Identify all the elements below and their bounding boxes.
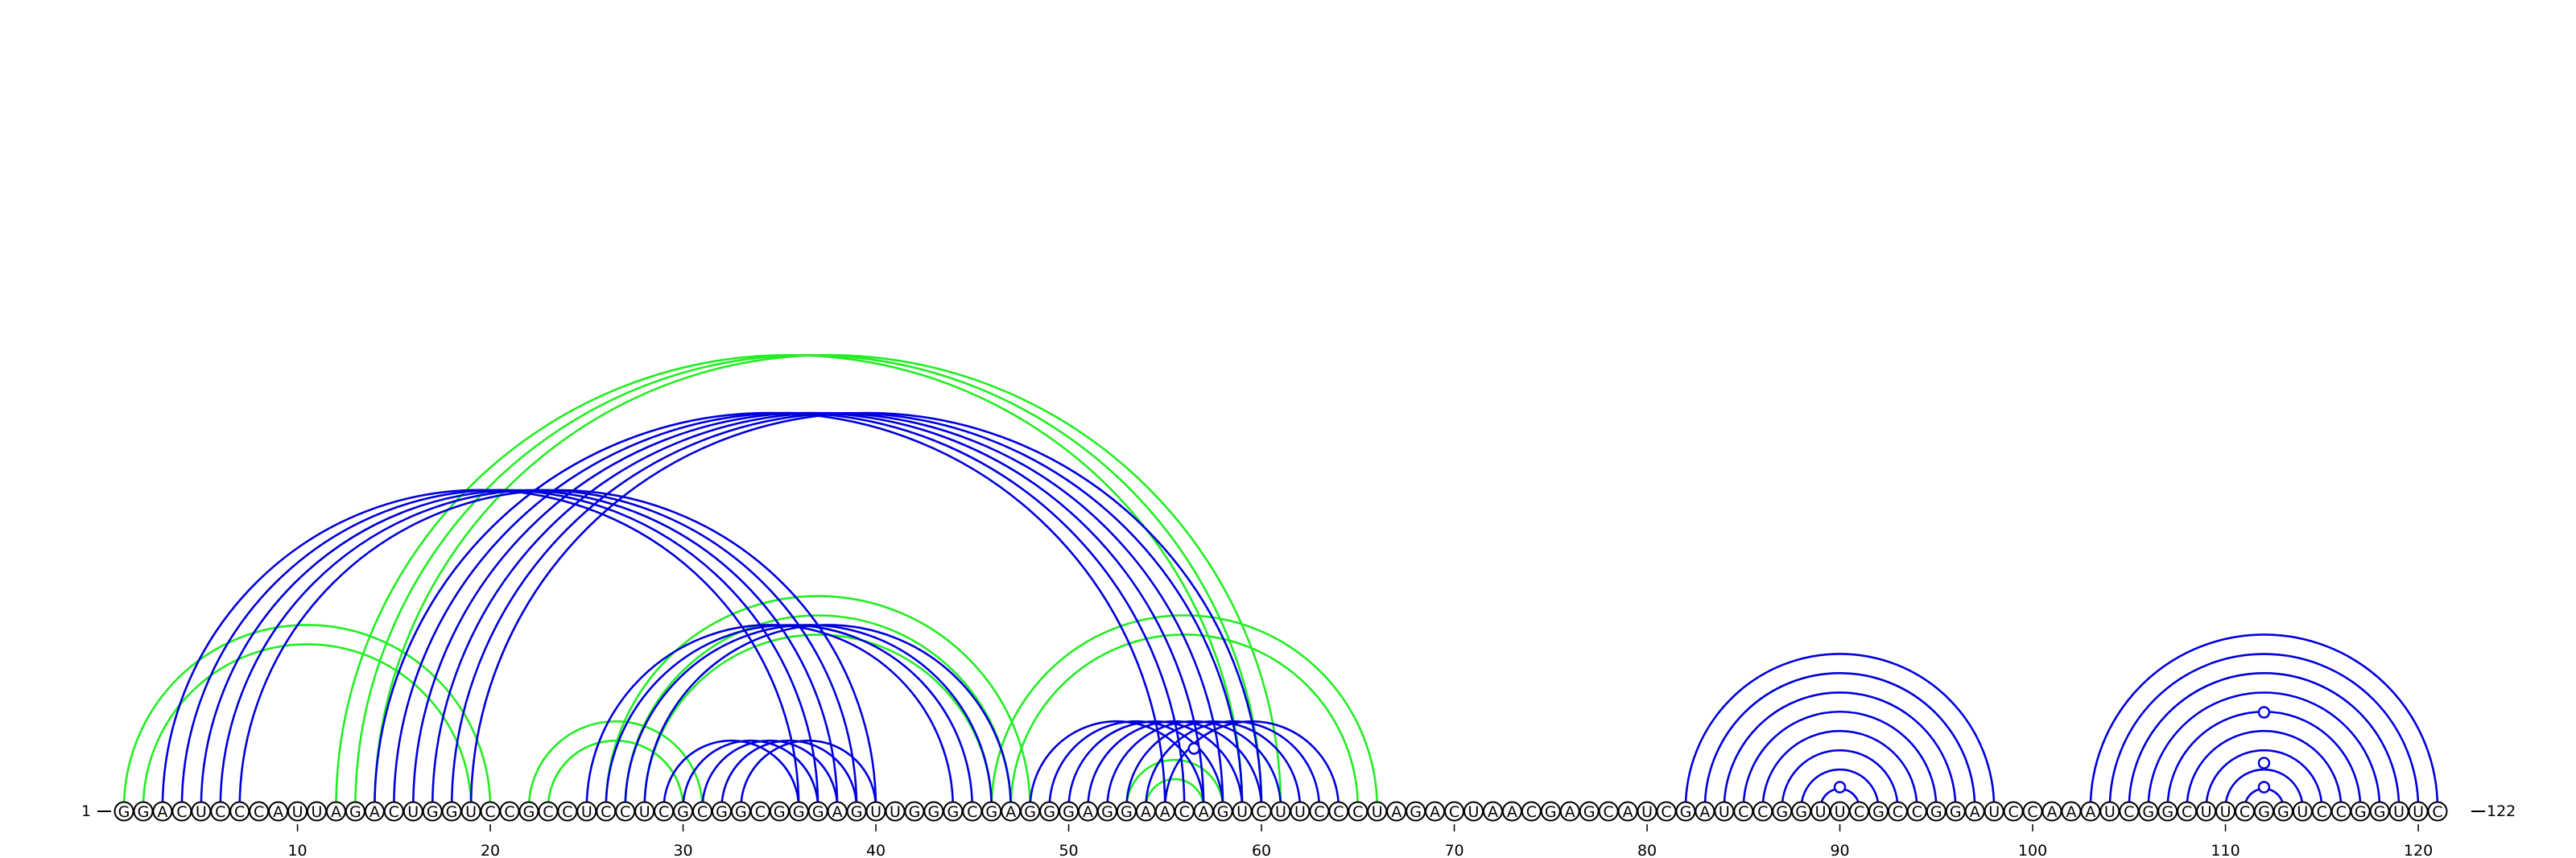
- nucleotide-letter-58: G: [1216, 803, 1229, 821]
- nucleotide-87: [1773, 802, 1791, 822]
- nucleotide-letter-44: G: [947, 803, 960, 821]
- nucleotide-111: [2235, 802, 2254, 822]
- nucleotide-98: [1985, 802, 2004, 822]
- nucleotide-letter-98: U: [1988, 803, 2000, 821]
- nucleotide-38: [828, 802, 847, 822]
- nucleotide-37: [809, 802, 828, 822]
- nucleotide-letter-107: G: [2161, 803, 2174, 821]
- nucleotide-letter-114: U: [2297, 803, 2309, 821]
- tick-label-10: 10: [287, 842, 308, 858]
- nucleotide-letter-104: U: [2103, 803, 2116, 821]
- nucleotide-letter-32: G: [716, 803, 728, 821]
- nucleotide-69: [1426, 802, 1444, 822]
- tick-label-20: 20: [480, 842, 501, 858]
- nucleotide-letter-69: A: [1430, 803, 1441, 821]
- nucleotide-60: [1253, 802, 1271, 822]
- nucleotide-4: [172, 802, 191, 822]
- nucleotide-23: [539, 802, 557, 822]
- pair-marker-1: [1189, 744, 1199, 754]
- nucleotide-letter-85: C: [1738, 803, 1749, 821]
- nucleotide-41: [886, 802, 905, 822]
- nucleotide-106: [2139, 802, 2157, 822]
- nucleotide-26: [597, 802, 615, 822]
- nucleotide-75: [1542, 802, 1560, 822]
- nucleotide-letter-57: A: [1198, 803, 1209, 821]
- nucleotide-115: [2313, 802, 2331, 822]
- nucleotide-64: [1329, 802, 1348, 822]
- nucleotide-letter-59: U: [1236, 803, 1249, 821]
- nucleotide-letter-77: G: [1583, 803, 1596, 821]
- nucleotide-letter-110: U: [2219, 803, 2231, 821]
- nucleotide-11: [308, 802, 326, 822]
- nucleotide-letter-81: C: [1661, 803, 1672, 821]
- nucleotide-letter-18: G: [445, 803, 458, 821]
- nucleotide-letter-26: C: [601, 803, 612, 821]
- nucleotide-letter-87: G: [1776, 803, 1789, 821]
- pair-markers: [1189, 707, 2269, 793]
- nucleotide-85: [1734, 802, 1752, 822]
- nucleotide-letter-54: A: [1140, 803, 1151, 821]
- nucleotide-letter-42: G: [908, 803, 921, 821]
- blue-arc-85-95: [1744, 712, 1937, 808]
- nucleotide-letter-68: G: [1410, 803, 1422, 821]
- nucleotide-63: [1310, 802, 1328, 822]
- nucleotide-103: [2081, 802, 2099, 822]
- nucleotide-letter-40: U: [870, 803, 882, 821]
- nucleotide-36: [790, 802, 808, 822]
- nucleotide-letter-4: C: [176, 803, 188, 821]
- nucleotide-33: [732, 802, 750, 822]
- nucleotide-letter-92: G: [1872, 803, 1885, 821]
- nucleotide-121: [2429, 802, 2447, 822]
- nucleotide-letter-90: U: [1834, 803, 1846, 821]
- nucleotide-42: [905, 802, 923, 822]
- nucleotide-93: [1889, 802, 1907, 822]
- nucleotide-letter-49: G: [1043, 803, 1055, 821]
- nucleotide-99: [2004, 802, 2023, 822]
- nucleotide-letter-41: U: [890, 803, 901, 821]
- end-label: 122: [2487, 802, 2516, 820]
- nucleotide-letter-50: G: [1063, 803, 1075, 821]
- nucleotide-92: [1869, 802, 1888, 822]
- nucleotide-68: [1406, 802, 1425, 822]
- nucleotide-letter-21: C: [504, 803, 515, 821]
- nucleotide-letter-106: G: [2142, 803, 2155, 821]
- nucleotide-82: [1676, 802, 1695, 822]
- nucleotide-94: [1908, 802, 1926, 822]
- blue-arc-18-59: [452, 413, 1242, 808]
- nucleotide-letter-43: G: [927, 803, 940, 821]
- tick-label-110: 110: [2211, 842, 2240, 858]
- blue-arc-16-57: [413, 413, 1203, 808]
- nucleotide-letter-95: G: [1930, 803, 1942, 821]
- nucleotide-74: [1522, 802, 1541, 822]
- nucleotide-letter-105: C: [2124, 803, 2135, 821]
- nucleotide-15: [385, 802, 403, 822]
- nucleotide-55: [1156, 802, 1174, 822]
- nucleotide-2: [134, 802, 152, 822]
- nucleotide-letter-23: C: [543, 803, 554, 821]
- nucleotide-21: [501, 802, 519, 822]
- nucleotide-50: [1059, 802, 1078, 822]
- tick-label-30: 30: [673, 842, 693, 858]
- blue-arc-27-46: [625, 625, 992, 808]
- nucleotide-62: [1290, 802, 1309, 822]
- nucleotide-letter-91: C: [1853, 803, 1865, 821]
- nucleotide-letter-97: A: [1969, 803, 1980, 821]
- nucleotide-77: [1580, 802, 1599, 822]
- nucleotide-letter-65: C: [1352, 803, 1364, 821]
- nucleotide-letter-13: G: [349, 803, 361, 821]
- nucleotide-20: [481, 802, 500, 822]
- nucleotide-112: [2255, 802, 2273, 822]
- nucleotide-letter-70: C: [1448, 803, 1460, 821]
- nucleotide-letter-29: C: [658, 803, 670, 821]
- nucleotide-22: [519, 802, 538, 822]
- pair-marker-3: [2259, 782, 2269, 793]
- nucleotide-letter-25: U: [580, 803, 592, 821]
- nucleotide-letter-16: U: [407, 803, 419, 821]
- nucleotide-28: [635, 802, 654, 822]
- nucleotide-letter-100: C: [2027, 803, 2038, 821]
- nucleotide-letter-83: A: [1699, 803, 1711, 821]
- nucleotide-114: [2293, 802, 2312, 822]
- nucleotide-letter-39: G: [850, 803, 863, 821]
- nucleotide-letter-62: U: [1294, 803, 1306, 821]
- nucleotide-45: [963, 802, 981, 822]
- start-label: 1: [81, 802, 92, 820]
- nucleotide-letter-14: A: [369, 803, 380, 821]
- nucleotide-44: [943, 802, 962, 822]
- nucleotide-10: [288, 802, 307, 822]
- nucleotide-letter-5: U: [195, 803, 207, 821]
- nucleotide-81: [1657, 802, 1676, 822]
- nucleotide-76: [1561, 802, 1579, 822]
- blue-arc-19-60: [471, 413, 1261, 808]
- nucleotide-108: [2178, 802, 2196, 822]
- green-arc-54-57: [1146, 779, 1203, 808]
- nucleotide-109: [2197, 802, 2215, 822]
- nucleotide-61: [1272, 802, 1290, 822]
- blue-arc-54-63: [1146, 721, 1319, 808]
- nucleotide-letter-111: C: [2239, 803, 2251, 821]
- nucleotide-letter-12: A: [330, 803, 341, 821]
- nucleotide-letter-17: G: [426, 803, 439, 821]
- pair-marker-extra-2: [2259, 707, 2269, 718]
- nucleotide-letter-7: C: [234, 803, 246, 821]
- nucleotide-letter-10: U: [291, 803, 303, 821]
- nucleotide-letter-78: C: [1603, 803, 1614, 821]
- tick-label-40: 40: [865, 842, 886, 858]
- nucleotide-8: [250, 802, 268, 822]
- nucleotide-letter-112: G: [2258, 803, 2270, 821]
- nucleotide-letter-1: G: [118, 803, 130, 821]
- nucleotide-70: [1445, 802, 1463, 822]
- nucleotide-letter-11: U: [311, 803, 323, 821]
- nucleotide-113: [2274, 802, 2293, 822]
- nucleotide-letter-20: C: [485, 803, 496, 821]
- nucleotide-letter-19: U: [465, 803, 477, 821]
- tick-label-60: 60: [1251, 842, 1272, 858]
- nucleotide-7: [230, 802, 249, 822]
- nucleotide-97: [1966, 802, 1984, 822]
- nucleotide-letter-80: U: [1641, 803, 1653, 821]
- nucleotide-letter-118: G: [2373, 803, 2386, 821]
- nucleotide-47: [1001, 802, 1020, 822]
- nucleotide-letter-35: G: [773, 803, 786, 821]
- nucleotide-43: [924, 802, 943, 822]
- nucleotide-letter-101: A: [2046, 803, 2058, 821]
- nucleotide-56: [1175, 802, 1194, 822]
- tick-label-120: 120: [2403, 842, 2434, 858]
- nucleotide-18: [443, 802, 461, 822]
- nucleotide-letter-96: G: [1949, 803, 1962, 821]
- nucleotide-104: [2100, 802, 2119, 822]
- nucleotide-letter-47: A: [1005, 803, 1017, 821]
- green-arc-1-20: [124, 625, 490, 808]
- nucleotide-29: [654, 802, 673, 822]
- nucleotide-17: [423, 802, 442, 822]
- nucleotide-31: [693, 802, 712, 822]
- nucleotide-letter-99: C: [2008, 803, 2019, 821]
- nucleotide-48: [1021, 802, 1039, 822]
- nucleotide-letter-71: U: [1468, 803, 1480, 821]
- nucleotide-52: [1098, 802, 1117, 822]
- tick-label-50: 50: [1059, 842, 1079, 858]
- nucleotide-65: [1348, 802, 1367, 822]
- blue-arc-26-45: [606, 625, 972, 808]
- nucleotide-letter-93: C: [1892, 803, 1904, 821]
- nucleotide-118: [2371, 802, 2389, 822]
- position-axis: [287, 824, 2433, 858]
- nucleotide-letter-102: A: [2066, 803, 2077, 821]
- nucleotide-letter-116: C: [2335, 803, 2347, 821]
- nucleotide-101: [2043, 802, 2062, 822]
- nucleotide-letter-24: C: [562, 803, 573, 821]
- nucleotide-5: [192, 802, 210, 822]
- nucleotide-letter-30: G: [677, 803, 689, 821]
- nucleotide-12: [327, 802, 345, 822]
- nucleotide-19: [462, 802, 481, 822]
- nucleotide-letter-8: C: [254, 803, 265, 821]
- nucleotide-119: [2390, 802, 2409, 822]
- nucleotide-39: [848, 802, 866, 822]
- nucleotide-27: [616, 802, 634, 822]
- nucleotide-letter-48: G: [1024, 803, 1037, 821]
- nucleotide-107: [2158, 802, 2177, 822]
- nucleotide-letter-60: C: [1256, 803, 1267, 821]
- nucleotide-letter-46: G: [985, 803, 998, 821]
- nucleotide-90: [1831, 802, 1849, 822]
- nucleotide-72: [1484, 802, 1502, 822]
- nucleotide-59: [1233, 802, 1252, 822]
- nucleotide-letter-27: C: [620, 803, 631, 821]
- nucleotide-35: [770, 802, 789, 822]
- nucleotide-letter-34: C: [754, 803, 766, 821]
- nucleotide-letter-66: U: [1371, 803, 1383, 821]
- nucleotide-letter-31: C: [696, 803, 708, 821]
- nucleotide-letter-121: C: [2432, 803, 2443, 821]
- nucleotide-66: [1368, 802, 1386, 822]
- nucleotide-letter-53: G: [1121, 803, 1133, 821]
- nucleotide-letter-119: U: [2393, 803, 2405, 821]
- nucleotide-1: [115, 802, 134, 822]
- nucleotide-letter-94: C: [1911, 803, 1922, 821]
- tick-label-90: 90: [1830, 842, 1850, 858]
- nucleotide-24: [558, 802, 576, 822]
- nucleotide-letter-120: U: [2413, 803, 2425, 821]
- nucleotide-letter-82: G: [1679, 803, 1692, 821]
- nucleotide-letter-6: C: [215, 803, 226, 821]
- nucleotide-96: [1946, 802, 1965, 822]
- nucleotide-9: [269, 802, 287, 822]
- nucleotide-89: [1811, 802, 1830, 822]
- nucleotide-83: [1695, 802, 1714, 822]
- tick-label-70: 70: [1444, 842, 1464, 858]
- nucleotide-54: [1137, 802, 1155, 822]
- nucleotide-80: [1638, 802, 1657, 822]
- nucleotide-letter-61: U: [1275, 803, 1286, 821]
- nucleotide-91: [1850, 802, 1868, 822]
- nucleotide-letter-37: G: [811, 803, 824, 821]
- nucleotide-16: [404, 802, 423, 822]
- nucleotide-letter-2: G: [137, 803, 150, 821]
- blue-arc-25-44: [587, 625, 953, 808]
- nucleotide-116: [2332, 802, 2351, 822]
- nucleotide-letter-109: U: [2200, 803, 2212, 821]
- pair-marker-2: [1835, 782, 1845, 793]
- nucleotide-letter-45: C: [967, 803, 978, 821]
- nucleotide-78: [1600, 802, 1618, 822]
- nucleotide-110: [2216, 802, 2235, 822]
- nucleotide-letter-22: G: [522, 803, 535, 821]
- nucleotide-13: [346, 802, 365, 822]
- nucleotide-letter-88: G: [1795, 803, 1808, 821]
- nucleotide-53: [1117, 802, 1136, 822]
- nucleotide-67: [1387, 802, 1406, 822]
- nucleotide-105: [2120, 802, 2138, 822]
- nucleotide-30: [674, 802, 692, 822]
- nucleotide-letter-15: C: [388, 803, 399, 821]
- nucleotide-letter-84: U: [1718, 803, 1730, 821]
- nucleotide-letter-79: A: [1622, 803, 1633, 821]
- nucleotide-letter-55: A: [1159, 803, 1170, 821]
- nucleotide-letter-108: C: [2182, 803, 2193, 821]
- nucleotide-100: [2024, 802, 2042, 822]
- nucleotide-letter-28: U: [638, 803, 650, 821]
- nucleotide-letter-52: G: [1101, 803, 1113, 821]
- nucleotide-letter-63: C: [1314, 803, 1325, 821]
- blue-arc-87-93: [1782, 750, 1898, 808]
- nucleotide-102: [2062, 802, 2080, 822]
- nucleotide-letter-89: U: [1814, 803, 1827, 821]
- nucleotide-letter-9: A: [273, 803, 284, 821]
- nucleotide-letter-75: G: [1544, 803, 1557, 821]
- nucleotide-letter-113: G: [2277, 803, 2289, 821]
- blue-arc-14-55: [374, 413, 1165, 808]
- nucleotide-40: [867, 802, 886, 822]
- nucleotide-letter-33: G: [735, 803, 747, 821]
- nucleotide-34: [751, 802, 770, 822]
- nucleotide-letter-73: A: [1506, 803, 1517, 821]
- nucleotide-letter-51: A: [1083, 803, 1093, 821]
- nucleotide-6: [211, 802, 229, 822]
- nucleotide-3: [153, 802, 171, 822]
- nucleotide-49: [1040, 802, 1059, 822]
- nucleotide-117: [2351, 802, 2370, 822]
- nucleotide-51: [1079, 802, 1097, 822]
- nucleotide-57: [1195, 802, 1213, 822]
- green-arc-22-31: [529, 721, 703, 808]
- nucleotide-84: [1715, 802, 1733, 822]
- nucleotide-letter-115: C: [2316, 803, 2327, 821]
- nucleotide-79: [1619, 802, 1637, 822]
- nucleotide-120: [2409, 802, 2428, 822]
- nucleotide-71: [1464, 802, 1483, 822]
- tick-label-80: 80: [1637, 842, 1657, 858]
- nucleotide-32: [712, 802, 731, 822]
- nucleotide-letter-36: G: [792, 803, 805, 821]
- nucleotide-letter-38: A: [832, 803, 843, 821]
- nucleotide-14: [365, 802, 384, 822]
- nucleotide-letter-103: A: [2085, 803, 2096, 821]
- nucleotide-letter-76: A: [1564, 803, 1575, 821]
- nucleotide-86: [1753, 802, 1772, 822]
- nucleotide-letter-72: A: [1487, 803, 1498, 821]
- nucleotide-letter-67: A: [1391, 803, 1402, 821]
- green-arc-14-61: [374, 355, 1281, 808]
- sequence-backbone: [115, 802, 2447, 822]
- blue-arc-28-47: [645, 625, 1011, 808]
- nucleotide-letter-56: C: [1179, 803, 1190, 821]
- nucleotide-letter-117: G: [2354, 803, 2367, 821]
- tick-label-100: 100: [2017, 842, 2048, 858]
- nucleotide-letter-3: A: [157, 803, 168, 821]
- nucleotide-25: [577, 802, 596, 822]
- nucleotide-88: [1792, 802, 1810, 822]
- nucleotide-letter-74: C: [1525, 803, 1537, 821]
- nucleotide-73: [1503, 802, 1521, 822]
- pair-marker-extra-1: [2259, 758, 2269, 769]
- nucleotide-letter-86: C: [1757, 803, 1769, 821]
- nucleotide-58: [1214, 802, 1232, 822]
- nucleotide-95: [1927, 802, 1946, 822]
- nucleotide-letter-64: C: [1333, 803, 1344, 821]
- nucleotide-46: [982, 802, 1001, 822]
